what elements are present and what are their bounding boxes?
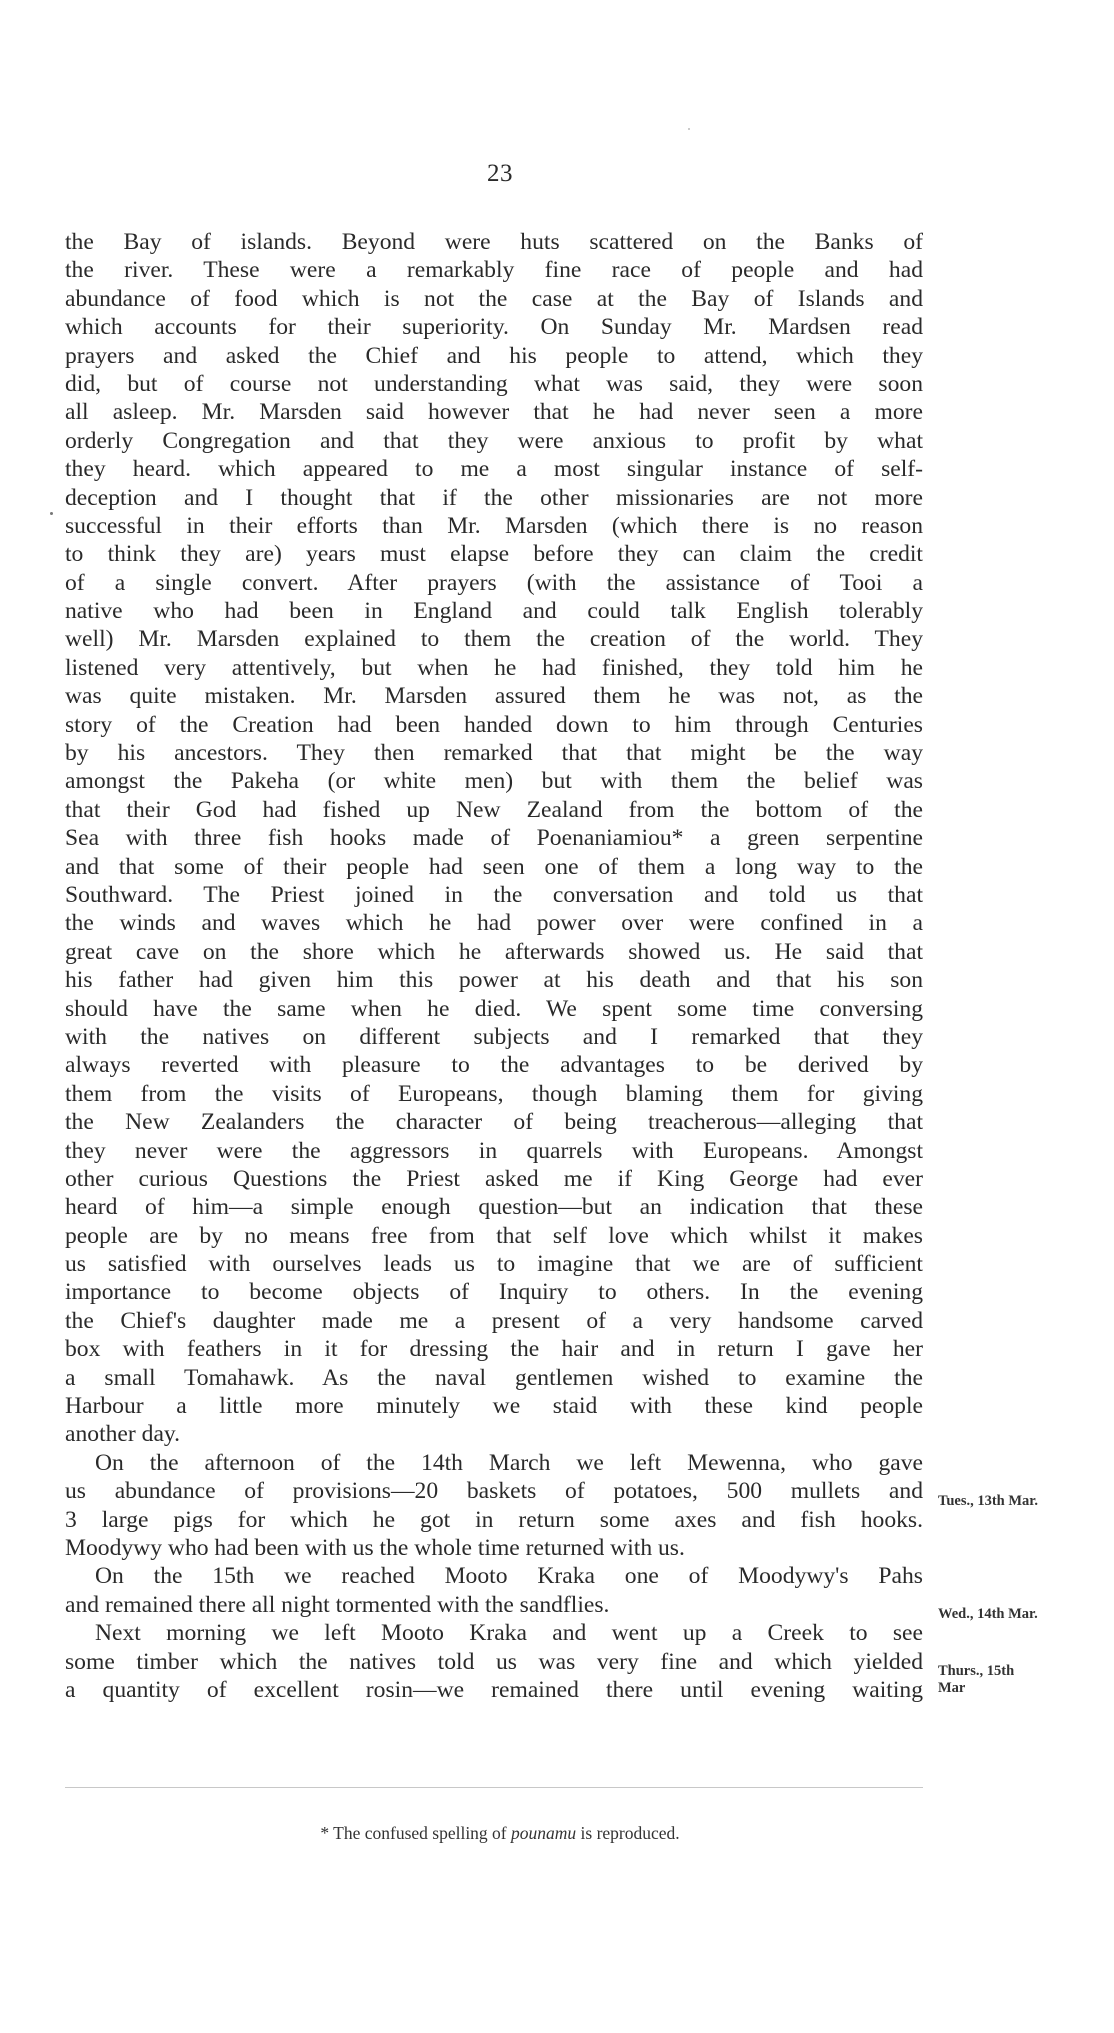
margin-note-date: Thurs., 15th Mar	[938, 1663, 1015, 1696]
text-line: story of the Creation had been handed down to him through Centuries	[65, 711, 923, 738]
body-text	[65, 228, 923, 1704]
text-line: the Chief's daughter made me a present of a very handsome carved	[65, 1307, 923, 1334]
text-line: they never were the aggressors in quarrels with Europeans. Amongst	[65, 1137, 923, 1164]
scan-speck	[688, 128, 690, 130]
text-line: another day.	[65, 1421, 181, 1448]
text-line: us satisfied with ourselves leads us to imagine that we are of sufficient	[65, 1251, 923, 1278]
text-line: On the 15th we reached Mooto Kraka one of Moodywy's Pahs	[95, 1563, 923, 1590]
text-line: deception and I thought that if the other missionaries are not more	[65, 484, 923, 511]
text-line: was quite mistaken. Mr. Marsden assured them he was not, as the	[65, 683, 923, 710]
text-line: a small Tomahawk. As the naval gentlemen wished to examine the	[65, 1364, 923, 1391]
text-line: abundance of food which is not the case at the Bay of Islands and	[65, 285, 923, 312]
text-line: and that some of their people had seen one of them a long way to the	[65, 853, 923, 880]
text-line: other curious Questions the Priest asked me if King George had ever	[65, 1165, 923, 1192]
text-line: the New Zealanders the character of being treacherous—alleging that	[65, 1109, 923, 1136]
text-line: some timber which the natives told us was very fine and which yielded	[65, 1648, 923, 1675]
text-line: great cave on the shore which he afterwards showed us. He said that	[65, 938, 923, 965]
text-line: the river. These were a remarkably fine race of people and had	[65, 257, 923, 284]
footnote	[0, 1823, 1000, 1844]
text-line: and remained there all night tormented with the sandflies.	[65, 1591, 610, 1618]
text-line: which accounts for their superiority. On Sunday Mr. Mardsen read	[65, 314, 923, 341]
text-line: well) Mr. Marsden explained to them the creation of the world. They	[65, 626, 923, 653]
text-line: box with feathers in it for dressing the hair and in return I gave her	[65, 1336, 923, 1363]
text-line: successful in their efforts than Mr. Marsden (which there is no reason	[65, 512, 923, 539]
text-line: did, but of course not understanding what was said, they were soon	[65, 370, 923, 397]
text-line: Next morning we left Mooto Kraka and went up a Creek to see	[95, 1620, 923, 1647]
text-line: by his ancestors. They then remarked that that might be the way	[65, 740, 923, 767]
text-line: the winds and waves which he had power over were confined in a	[65, 910, 923, 937]
text-line: the Bay of islands. Beyond were huts scattered on the Banks of	[65, 229, 923, 255]
text-line: us abundance of provisions—20 baskets of potatoes, 500 mullets and	[65, 1478, 923, 1505]
footnote-rule	[65, 1787, 923, 1788]
text-line: Sea with three fish hooks made of Poenaniamiou* a green serpentine	[65, 825, 923, 852]
scan-speck	[50, 512, 53, 515]
text-line: heard of him—a simple enough question—but an indication that these	[65, 1194, 923, 1221]
text-line: On the afternoon of the 14th March we left Mewenna, who gave	[95, 1449, 923, 1476]
text-line: should have the same when he died. We spent some time conversing	[65, 995, 923, 1022]
text-line: his father had given him this power at his death and that his son	[65, 967, 923, 994]
text-line: prayers and asked the Chief and his people to attend, which they	[65, 342, 923, 369]
text-line: always reverted with pleasure to the advantages to be derived by	[65, 1052, 923, 1079]
text-line: native who had been in England and could talk English tolerably	[65, 598, 923, 625]
text-line: they heard. which appeared to me a most singular instance of self-	[65, 456, 923, 483]
text-line: to think they are) years must elapse before they can claim the credit	[65, 541, 923, 568]
text-line: importance to become objects of Inquiry to others. In the evening	[65, 1279, 923, 1306]
margin-note-date: Wed., 14th Mar.	[938, 1606, 1038, 1622]
text-line: amongst the Pakeha (or white men) but with them the belief was	[65, 768, 923, 795]
text-line: that their God had fished up New Zealand from the bottom of the	[65, 796, 923, 823]
text-line: all asleep. Mr. Marsden said however that he had never seen a more	[65, 399, 923, 426]
text-line: Harbour a little more minutely we staid with these kind people	[65, 1393, 923, 1420]
text-line: them from the visits of Europeans, though blaming them for giving	[65, 1080, 923, 1107]
footnote-suffix: is reproduced.	[576, 1823, 680, 1843]
footnote-prefix: * The confused spelling of	[320, 1823, 512, 1843]
page-number: 23	[487, 160, 513, 187]
text-line: listened very attentively, but when he had finished, they told him he	[65, 654, 923, 681]
text-line: a quantity of excellent rosin—we remained there until evening waiting	[65, 1676, 923, 1703]
text-line: with the natives on different subjects and I remarked that they	[65, 1023, 923, 1050]
text-line: Moodywy who had been with us the whole time returned with us.	[65, 1534, 685, 1561]
text-line: orderly Congregation and that they were anxious to profit by what	[65, 427, 923, 454]
text-line: Southward. The Priest joined in the conversation and told us that	[65, 881, 923, 908]
footnote-word: pounamu	[511, 1823, 577, 1843]
text-line: of a single convert. After prayers (with the assistance of Tooi a	[65, 569, 923, 596]
margin-note-date: Tues., 13th Mar.	[938, 1493, 1039, 1509]
text-line: 3 large pigs for which he got in return some axes and fish hooks.	[65, 1506, 923, 1533]
text-line: people are by no means free from that self love which whilst it makes	[65, 1222, 923, 1249]
